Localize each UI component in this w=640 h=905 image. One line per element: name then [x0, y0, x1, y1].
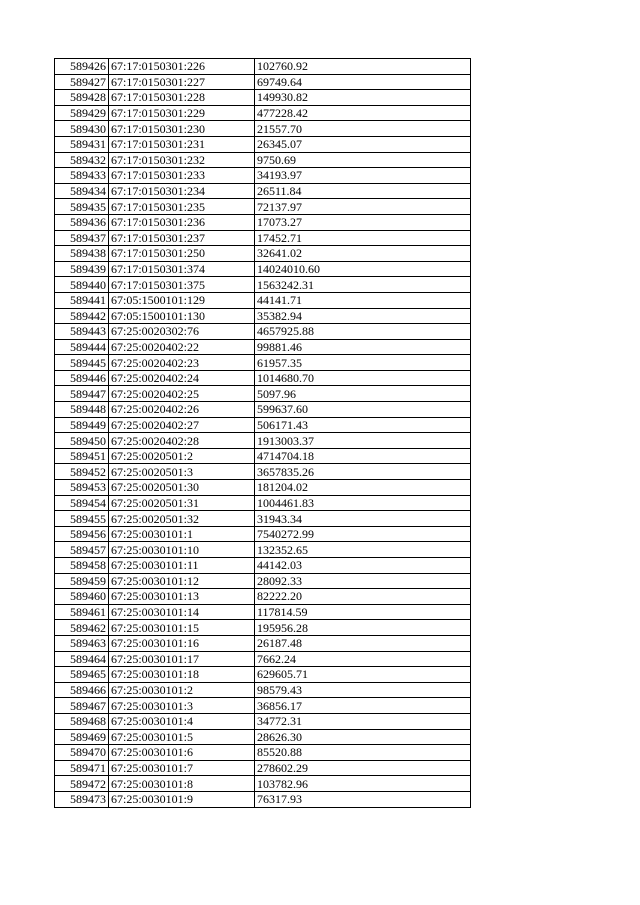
value-cell: 7662.24	[255, 651, 471, 667]
record-id-cell: 589445	[55, 355, 109, 371]
table-row	[55, 495, 471, 511]
table-row	[55, 511, 471, 527]
cadastral-number-cell: 67:25:0020501:3	[109, 464, 255, 480]
table-row	[55, 542, 471, 558]
table-row	[55, 433, 471, 449]
cadastral-number-cell: 67:17:0150301:375	[109, 277, 255, 293]
value-cell: 1004461.83	[255, 495, 471, 511]
table-row	[55, 339, 471, 355]
cadastral-number-cell: 67:05:1500101:130	[109, 308, 255, 324]
cadastral-number-cell: 67:25:0020501:31	[109, 495, 255, 511]
cadastral-number-cell: 67:25:0020402:26	[109, 402, 255, 418]
table-row	[55, 604, 471, 620]
table-row	[55, 292, 471, 308]
cadastral-number-cell: 67:17:0150301:227	[109, 74, 255, 90]
record-id-cell: 589432	[55, 152, 109, 168]
record-id-cell: 589428	[55, 90, 109, 106]
table-row	[55, 136, 471, 152]
record-id-cell: 589472	[55, 776, 109, 792]
value-cell: 26345.07	[255, 136, 471, 152]
record-id-cell: 589437	[55, 230, 109, 246]
record-id-cell: 589436	[55, 214, 109, 230]
value-cell: 61957.35	[255, 355, 471, 371]
value-cell: 69749.64	[255, 74, 471, 90]
cadastral-number-cell: 67:25:0020402:24	[109, 370, 255, 386]
record-id-cell: 589427	[55, 74, 109, 90]
value-cell: 44142.03	[255, 558, 471, 574]
table-row	[55, 230, 471, 246]
value-cell: 31943.34	[255, 511, 471, 527]
record-id-cell: 589457	[55, 542, 109, 558]
table-row	[55, 105, 471, 121]
cadastral-number-cell: 67:25:0030101:15	[109, 620, 255, 636]
table-row	[55, 59, 471, 75]
cadastral-number-cell: 67:25:0030101:14	[109, 604, 255, 620]
table-row	[55, 729, 471, 745]
cadastral-number-cell: 67:25:0020402:28	[109, 433, 255, 449]
table-row	[55, 745, 471, 761]
cadastral-number-cell: 67:25:0030101:8	[109, 776, 255, 792]
cadastral-number-cell: 67:17:0150301:226	[109, 59, 255, 75]
table-row	[55, 355, 471, 371]
cadastral-number-cell: 67:25:0030101:10	[109, 542, 255, 558]
record-id-cell: 589439	[55, 261, 109, 277]
value-cell: 34772.31	[255, 713, 471, 729]
cadastral-number-cell: 67:25:0020402:23	[109, 355, 255, 371]
cadastral-number-cell: 67:25:0030101:5	[109, 729, 255, 745]
value-cell: 103782.96	[255, 776, 471, 792]
record-id-cell: 589455	[55, 511, 109, 527]
record-id-cell: 589429	[55, 105, 109, 121]
table-row	[55, 246, 471, 262]
table-row	[55, 214, 471, 230]
value-cell: 82222.20	[255, 589, 471, 605]
table-row	[55, 713, 471, 729]
cadastral-number-cell: 67:25:0020501:30	[109, 480, 255, 496]
cadastral-number-cell: 67:17:0150301:233	[109, 168, 255, 184]
record-id-cell: 589456	[55, 526, 109, 542]
value-cell: 28092.33	[255, 573, 471, 589]
value-cell: 278602.29	[255, 760, 471, 776]
table-row	[55, 620, 471, 636]
record-id-cell: 589453	[55, 480, 109, 496]
value-cell: 1913003.37	[255, 433, 471, 449]
record-id-cell: 589433	[55, 168, 109, 184]
cadastral-number-cell: 67:25:0020402:22	[109, 339, 255, 355]
cadastral-number-cell: 67:25:0020501:2	[109, 448, 255, 464]
value-cell: 36856.17	[255, 698, 471, 714]
record-id-cell: 589449	[55, 417, 109, 433]
table-row	[55, 261, 471, 277]
record-id-cell: 589464	[55, 651, 109, 667]
record-id-cell: 589431	[55, 136, 109, 152]
record-id-cell: 589471	[55, 760, 109, 776]
value-cell: 7540272.99	[255, 526, 471, 542]
table-row	[55, 682, 471, 698]
record-id-cell: 589434	[55, 183, 109, 199]
record-id-cell: 589442	[55, 308, 109, 324]
table-row	[55, 74, 471, 90]
cadastral-number-cell: 67:25:0020402:27	[109, 417, 255, 433]
record-id-cell: 589473	[55, 791, 109, 807]
value-cell: 1014680.70	[255, 370, 471, 386]
cadastral-number-cell: 67:25:0030101:12	[109, 573, 255, 589]
value-cell: 44141.71	[255, 292, 471, 308]
value-cell: 181204.02	[255, 480, 471, 496]
record-id-cell: 589463	[55, 635, 109, 651]
table-row	[55, 776, 471, 792]
record-id-cell: 589454	[55, 495, 109, 511]
value-cell: 85520.88	[255, 745, 471, 761]
value-cell: 72137.97	[255, 199, 471, 215]
records-table	[54, 58, 471, 808]
table-row	[55, 183, 471, 199]
table-row	[55, 480, 471, 496]
record-id-cell: 589430	[55, 121, 109, 137]
table-row	[55, 589, 471, 605]
table-row	[55, 324, 471, 340]
record-id-cell: 589459	[55, 573, 109, 589]
cadastral-number-cell: 67:17:0150301:236	[109, 214, 255, 230]
record-id-cell: 589458	[55, 558, 109, 574]
record-id-cell: 589465	[55, 667, 109, 683]
value-cell: 35382.94	[255, 308, 471, 324]
table-row	[55, 651, 471, 667]
table-row	[55, 121, 471, 137]
table-row	[55, 199, 471, 215]
cadastral-number-cell: 67:25:0030101:1	[109, 526, 255, 542]
cadastral-number-cell: 67:17:0150301:235	[109, 199, 255, 215]
record-id-cell: 589438	[55, 246, 109, 262]
cadastral-number-cell: 67:25:0030101:9	[109, 791, 255, 807]
table-row	[55, 558, 471, 574]
value-cell: 4657925.88	[255, 324, 471, 340]
value-cell: 21557.70	[255, 121, 471, 137]
record-id-cell: 589446	[55, 370, 109, 386]
value-cell: 4714704.18	[255, 448, 471, 464]
cadastral-number-cell: 67:25:0030101:4	[109, 713, 255, 729]
value-cell: 1563242.31	[255, 277, 471, 293]
record-id-cell: 589435	[55, 199, 109, 215]
record-id-cell: 589443	[55, 324, 109, 340]
value-cell: 14024010.60	[255, 261, 471, 277]
value-cell: 477228.42	[255, 105, 471, 121]
cadastral-number-cell: 67:25:0030101:13	[109, 589, 255, 605]
cadastral-number-cell: 67:25:0030101:2	[109, 682, 255, 698]
record-id-cell: 589470	[55, 745, 109, 761]
table-row	[55, 464, 471, 480]
cadastral-number-cell: 67:25:0030101:3	[109, 698, 255, 714]
cadastral-number-cell: 67:25:0030101:16	[109, 635, 255, 651]
record-id-cell: 589451	[55, 448, 109, 464]
records-table-body	[55, 59, 471, 808]
value-cell: 629605.71	[255, 667, 471, 683]
cadastral-number-cell: 67:17:0150301:229	[109, 105, 255, 121]
record-id-cell: 589466	[55, 682, 109, 698]
cadastral-number-cell: 67:25:0020501:32	[109, 511, 255, 527]
record-id-cell: 589448	[55, 402, 109, 418]
table-row	[55, 635, 471, 651]
cadastral-number-cell: 67:17:0150301:250	[109, 246, 255, 262]
value-cell: 3657835.26	[255, 464, 471, 480]
value-cell: 26187.48	[255, 635, 471, 651]
record-id-cell: 589469	[55, 729, 109, 745]
value-cell: 17452.71	[255, 230, 471, 246]
record-id-cell: 589441	[55, 292, 109, 308]
value-cell: 599637.60	[255, 402, 471, 418]
value-cell: 76317.93	[255, 791, 471, 807]
record-id-cell: 589450	[55, 433, 109, 449]
value-cell: 98579.43	[255, 682, 471, 698]
value-cell: 149930.82	[255, 90, 471, 106]
table-row	[55, 402, 471, 418]
cadastral-number-cell: 67:17:0150301:228	[109, 90, 255, 106]
value-cell: 102760.92	[255, 59, 471, 75]
table-row	[55, 526, 471, 542]
table-row	[55, 370, 471, 386]
cadastral-number-cell: 67:17:0150301:237	[109, 230, 255, 246]
value-cell: 117814.59	[255, 604, 471, 620]
value-cell: 32641.02	[255, 246, 471, 262]
cadastral-number-cell: 67:25:0030101:11	[109, 558, 255, 574]
record-id-cell: 589460	[55, 589, 109, 605]
record-id-cell: 589440	[55, 277, 109, 293]
cadastral-number-cell: 67:17:0150301:230	[109, 121, 255, 137]
table-row	[55, 90, 471, 106]
cadastral-number-cell: 67:25:0030101:6	[109, 745, 255, 761]
cadastral-number-cell: 67:05:1500101:129	[109, 292, 255, 308]
value-cell: 28626.30	[255, 729, 471, 745]
table-row	[55, 277, 471, 293]
cadastral-number-cell: 67:17:0150301:232	[109, 152, 255, 168]
value-cell: 506171.43	[255, 417, 471, 433]
table-row	[55, 791, 471, 807]
table-row	[55, 698, 471, 714]
value-cell: 26511.84	[255, 183, 471, 199]
table-row	[55, 308, 471, 324]
record-id-cell: 589467	[55, 698, 109, 714]
cadastral-number-cell: 67:25:0020402:25	[109, 386, 255, 402]
value-cell: 195956.28	[255, 620, 471, 636]
cadastral-number-cell: 67:25:0020302:76	[109, 324, 255, 340]
value-cell: 132352.65	[255, 542, 471, 558]
value-cell: 17073.27	[255, 214, 471, 230]
record-id-cell: 589468	[55, 713, 109, 729]
cadastral-number-cell: 67:25:0030101:18	[109, 667, 255, 683]
record-id-cell: 589461	[55, 604, 109, 620]
cadastral-number-cell: 67:17:0150301:374	[109, 261, 255, 277]
cadastral-number-cell: 67:25:0030101:7	[109, 760, 255, 776]
record-id-cell: 589452	[55, 464, 109, 480]
value-cell: 9750.69	[255, 152, 471, 168]
record-id-cell: 589426	[55, 59, 109, 75]
record-id-cell: 589447	[55, 386, 109, 402]
value-cell: 5097.96	[255, 386, 471, 402]
table-row	[55, 573, 471, 589]
table-row	[55, 760, 471, 776]
table-row	[55, 417, 471, 433]
cadastral-number-cell: 67:25:0030101:17	[109, 651, 255, 667]
cadastral-number-cell: 67:17:0150301:231	[109, 136, 255, 152]
table-row	[55, 448, 471, 464]
record-id-cell: 589444	[55, 339, 109, 355]
value-cell: 34193.97	[255, 168, 471, 184]
table-row	[55, 168, 471, 184]
table-row	[55, 667, 471, 683]
record-id-cell: 589462	[55, 620, 109, 636]
cadastral-number-cell: 67:17:0150301:234	[109, 183, 255, 199]
value-cell: 99881.46	[255, 339, 471, 355]
table-row	[55, 386, 471, 402]
table-row	[55, 152, 471, 168]
